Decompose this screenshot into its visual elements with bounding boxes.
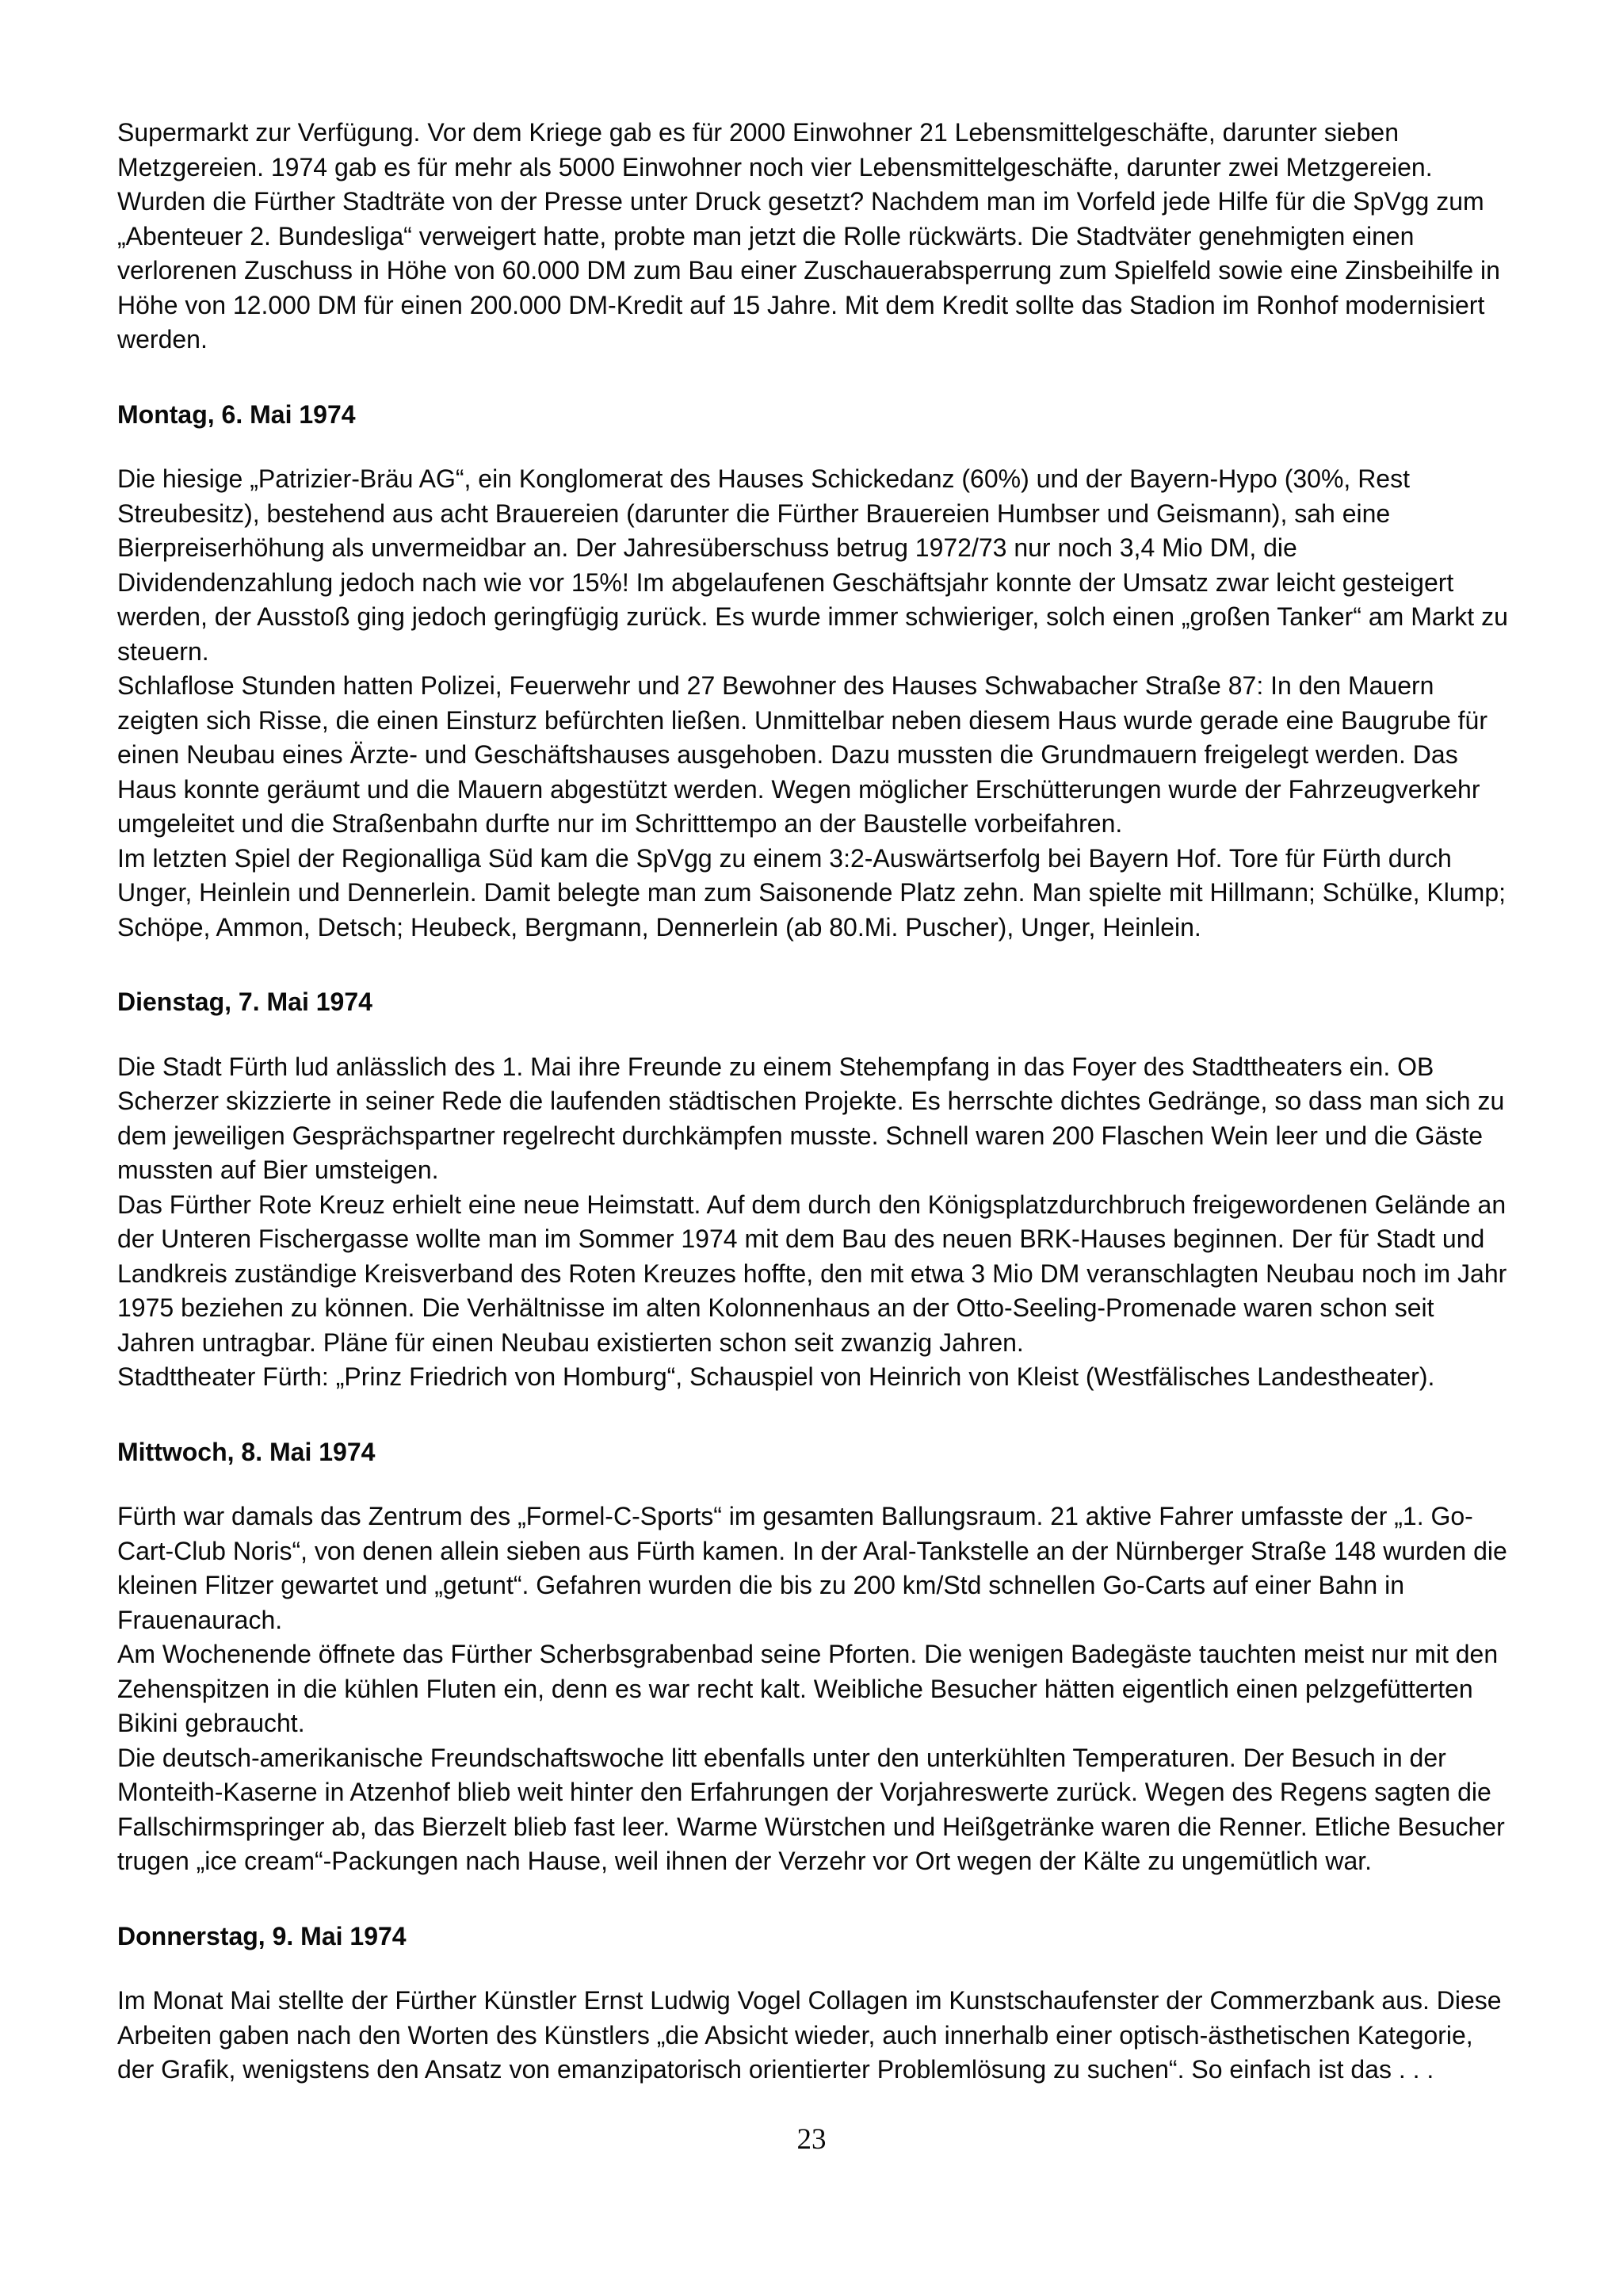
paragraph: Die Stadt Fürth lud anlässlich des 1. Mai ihre Freunde zu einem Stehempfang in das Foyer des Stadttheaters ein. OB Scherzer skizzierte in seiner Rede die laufenden städtischen Projekte. Es herrschte dichtes Gedränge, so dass man sich zu dem jeweiligen Gesprächspartner regelrecht durchkämpfen musste. Schnell waren 200 Flaschen Wein leer und die Gäste mussten auf Bier umsteigen. [117, 1052, 1505, 1184]
paragraph: Die deutsch-amerikanische Freundschaftswoche litt ebenfalls unter den unterkühlten Temperaturen. Der Besuch in der Monteith-Kaserne in Atzenhof blieb weit hinter den Erfahrungen der Vorjahreswerte zurück. Wegen des Regens sagten die Fallschirmspringer ab, das Bierzelt blieb fast leer. Warme Würstchen und Heißgetränke waren die Renner. Etliche Besucher trugen „ice cream“-Packungen nach Hause, weil ihnen der Verzehr vor Ort wegen der Kälte zu ungemütlich war. [117, 1743, 1505, 1875]
paragraph: Stadttheater Fürth: „Prinz Friedrich von Homburg“, Schauspiel von Heinrich von Kleist (Westfälisches Landestheater). [117, 1362, 1435, 1391]
paragraph: Im letzten Spiel der Regionalliga Süd kam die SpVgg zu einem 3:2-Auswärtserfolg bei Bayern Hof. Tore für Fürth durch Unger, Heinlein und Dennerlein. Damit belegte man zum Saisonende Platz zehn. Man spielte mit Hillmann; Schülke, Klump; Schöpe, Ammon, Detsch; Heubeck, Bergmann, Dennerlein (ab 80.Mi. Puscher), Unger, Heinlein. [117, 843, 1507, 942]
section-montag-6-mai-1974 [117, 398, 1515, 946]
document-content [117, 116, 1515, 2088]
section-intro [117, 116, 1515, 357]
paragraph: Im Monat Mai stellte der Fürther Künstler Ernst Ludwig Vogel Collagen im Kunstschaufenster der Commerzbank aus. Diese Arbeiten gaben nach den Worten des Künstlers „die Absicht wieder, auch innerhalb einer optisch-ästhetischen Kategorie, der Grafik, wenigstens den Ansatz von emanzipatorisch orientierter Problemlösung zu suchen“. So einfach ist das . . . [117, 1986, 1502, 2084]
paragraph: Supermarkt zur Verfügung. Vor dem Kriege gab es für 2000 Einwohner 21 Lebensmittelgeschäfte, darunter sieben Metzgereien. 1974 gab es für mehr als 5000 Einwohner noch vier Lebensmittelgeschäfte, darunter zwei Metzgereien. [117, 118, 1433, 181]
paragraph: Fürth war damals das Zentrum des „Formel-C-Sports“ im gesamten Ballungsraum. 21 aktive Fahrer umfasste der „1. Go-Cart-Club Noris“, von denen allein sieben aus Fürth kamen. In der Aral-Tankstelle an der Nürnberger Straße 148 wurden die kleinen Flitzer gewartet und „getunt“. Gefahren wurden die bis zu 200 km/Std schnellen Go-Carts auf einer Bahn in Frauenaurach. [117, 1502, 1507, 1634]
paragraph: Das Fürther Rote Kreuz erhielt eine neue Heimstatt. Auf dem durch den Königsplatzdurchbruch freigewordenen Gelände an der Unteren Fischergasse wollte man im Sommer 1974 mit dem Bau des neuen BRK-Hauses beginnen. Der für Stadt und Landkreis zuständige Kreisverband des Roten Kreuzes hoffte, den mit etwa 3 Mio DM veranschlagten Neubau noch im Jahr 1975 beziehen zu können. Die Verhältnisse im alten Kolonnenhaus an der Otto-Seeling-Promenade waren schon seit Jahren untragbar. Pläne für einen Neubau existierten schon seit zwanzig Jahren. [117, 1190, 1507, 1357]
section-heading-donnerstag-9-mai-1974: Donnerstag, 9. Mai 1974 [117, 1921, 407, 1950]
section-donnerstag-9-mai-1974 [117, 1920, 1515, 2088]
paragraph: Schlaflose Stunden hatten Polizei, Feuerwehr und 27 Bewohner des Hauses Schwabacher Straße 87: In den Mauern zeigten sich Risse, die einen Einsturz befürchten ließen. Unmittelbar neben diesem Haus wurde gerade eine Baugrube für einen Neubau eines Ärzte- und Geschäftshauses ausgehoben. Dazu mussten die Grundmauern freigelegt werden. Das Haus konnte geräumt und die Mauern abgestützt werden. Wegen möglicher Erschütterungen wurde der Fahrzeugverkehr umgeleitet und die Straßenbahn durfte nur im Schritttempo an der Baustelle vorbeifahren. [117, 671, 1487, 838]
page-number: 23 [796, 2123, 827, 2156]
section-mittwoch-8-mai-1974 [117, 1435, 1515, 1879]
section-dienstag-7-mai-1974 [117, 985, 1515, 1395]
section-heading-montag-6-mai-1974: Montag, 6. Mai 1974 [117, 399, 356, 429]
paragraph: Die hiesige „Patrizier-Bräu AG“, ein Konglomerat des Hauses Schickedanz (60%) und der Bayern-Hypo (30%, Rest Streubesitz), bestehend aus acht Brauereien (darunter die Fürther Brauereien Humbser und Geismann), sah eine Bierpreiserhöhung als unvermeidbar an. Der Jahresüberschuss betrug 1972/73 nur noch 3,4 Mio DM, die Dividendenzahlung jedoch nach wie vor 15%! Im abgelaufenen Geschäftsjahr konnte der Umsatz zwar leicht gesteigert werden, der Ausstoß ging jedoch geringfügig zurück. Es wurde immer schwieriger, solch einen „großen Tanker“ am Markt zu steuern. [117, 464, 1508, 666]
section-heading-dienstag-7-mai-1974: Dienstag, 7. Mai 1974 [117, 988, 372, 1016]
section-heading-mittwoch-8-mai-1974: Mittwoch, 8. Mai 1974 [117, 1437, 376, 1466]
paragraph: Wurden die Fürther Stadträte von der Presse unter Druck gesetzt? Nachdem man im Vorfeld jede Hilfe für die SpVgg zum „Abenteuer 2. Bundesliga“ verweigert hatte, probte man jetzt die Rolle rückwärts. Die Stadtväter genehmigten einen verlorenen Zuschuss in Höhe von 60.000 DM zum Bau einer Zuschauerabsperrung zum Spielfeld sowie eine Zinsbeihilfe in Höhe von 12.000 DM für einen 200.000 DM-Kredit auf 15 Jahre. Mit dem Kredit sollte das Stadion im Ronhof modernisiert werden. [117, 187, 1500, 353]
paragraph: Am Wochenende öffnete das Fürther Scherbsgrabenbad seine Pforten. Die wenigen Badegäste tauchten meist nur mit den Zehenspitzen in die kühlen Fluten ein, denn es war recht kalt. Weibliche Besucher hätten eigentlich einen pelzgefütterten Bikini gebraucht. [117, 1640, 1499, 1737]
